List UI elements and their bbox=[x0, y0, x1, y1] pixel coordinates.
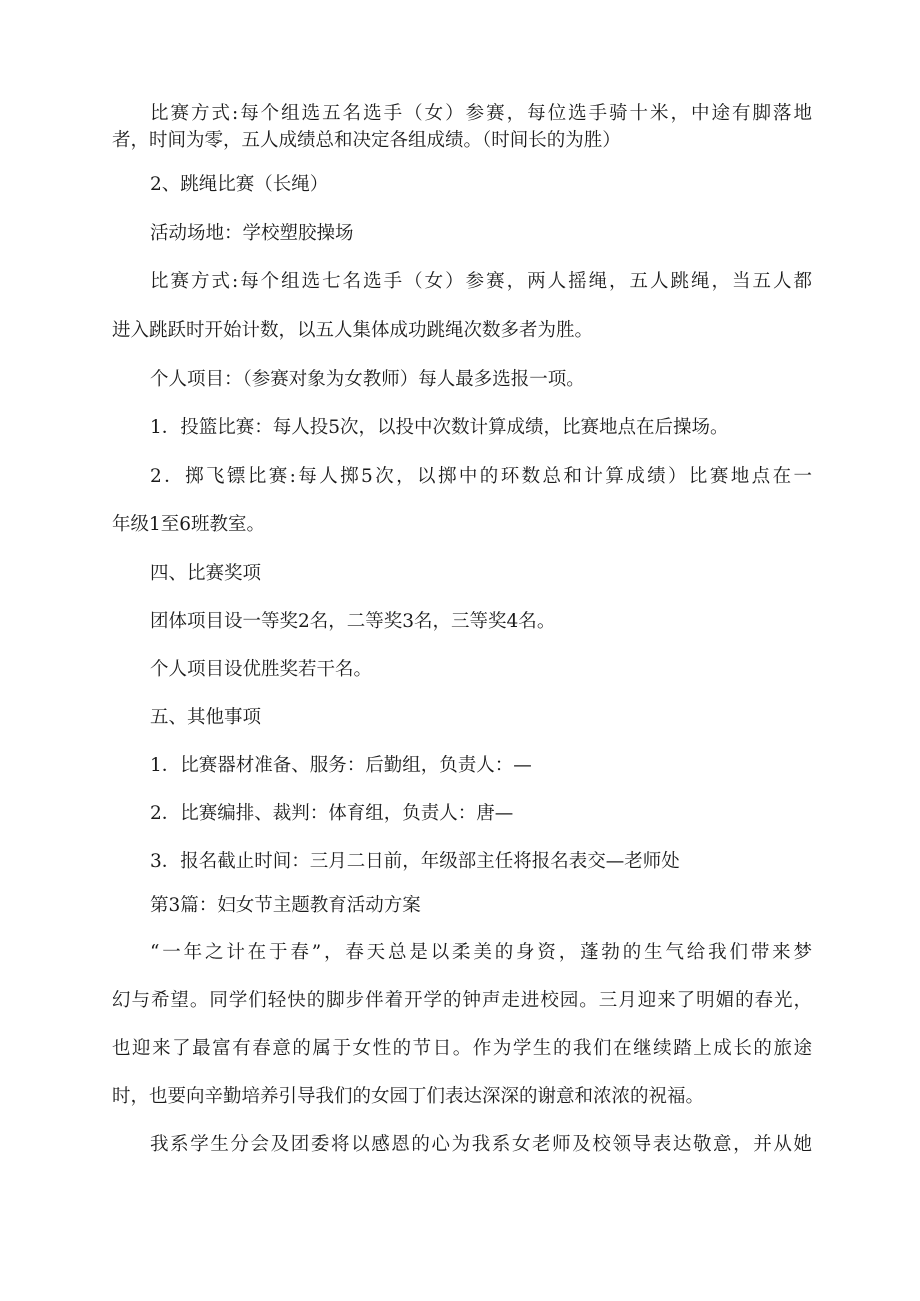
paragraph-line: 比赛方式:每个组选五名选手（女）参赛，每位选手骑十米，中途有脚落地 bbox=[150, 103, 812, 124]
paragraph-line: 也迎来了最富有春意的属于女性的节日。作为学生的我们在继续踏上成长的旅途 bbox=[112, 1038, 812, 1059]
paragraph-line: 个人项目：（参赛对象为女教师）每人最多选报一项。 bbox=[150, 369, 585, 390]
paragraph-line: 年级1至6班教室。 bbox=[112, 514, 266, 535]
list-item: 3．报名截止时间：三月二日前，年级部主任将报名表交—老师处 bbox=[150, 851, 680, 872]
list-item: 1．比赛器材准备、服务：后勤组，负责人：— bbox=[150, 755, 532, 776]
list-item: 2．比赛编排、裁判：体育组，负责人：唐— bbox=[150, 803, 514, 824]
list-item: 1．投篮比赛：每人投5次，以投中次数计算成绩，比赛地点在后操场。 bbox=[150, 417, 729, 438]
paragraph-line: 团体项目设一等奖2名，二等奖3名，三等奖4名。 bbox=[150, 611, 556, 632]
paragraph-line: “一年之计在于春”，春天总是以柔美的身资，蓬勃的生气给我们带来梦 bbox=[150, 942, 812, 963]
paragraph-line: 进入跳跃时开始计数，以五人集体成功跳绳次数多者为胜。 bbox=[112, 320, 594, 341]
paragraph-line: 比赛方式:每个组选七名选手（女）参赛，两人摇绳，五人跳绳，当五人都 bbox=[150, 271, 812, 292]
list-item: 2．掷飞镖比赛:每人掷5次，以掷中的环数总和计算成绩）比赛地点在一 bbox=[150, 466, 812, 487]
paragraph-line: 时，也要向辛勤培养引导我们的女园丁们表达深深的谢意和浓浓的祝福。 bbox=[112, 1086, 705, 1107]
section-heading: 2、跳绳比赛（长绳） bbox=[150, 174, 329, 195]
paragraph-line: 者，时间为零，五人成绩总和决定各组成绩。（时间长的为胜） bbox=[112, 130, 621, 151]
paragraph-line: 幻与希望。同学们轻快的脚步伴着开学的钟声走进校园。三月迎来了明媚的春光， bbox=[112, 990, 812, 1011]
paragraph-line: 我系学生分会及团委将以感恩的心为我系女老师及校领导表达敬意，并从她 bbox=[150, 1134, 812, 1155]
section-heading: 四、比赛奖项 bbox=[150, 563, 262, 584]
chapter-heading: 第3篇：妇女节主题教育活动方案 bbox=[150, 895, 421, 916]
paragraph-line: 活动场地：学校塑胶操场 bbox=[150, 223, 354, 244]
paragraph-line: 个人项目设优胜奖若干名。 bbox=[150, 659, 373, 680]
section-heading: 五、其他事项 bbox=[150, 707, 262, 728]
